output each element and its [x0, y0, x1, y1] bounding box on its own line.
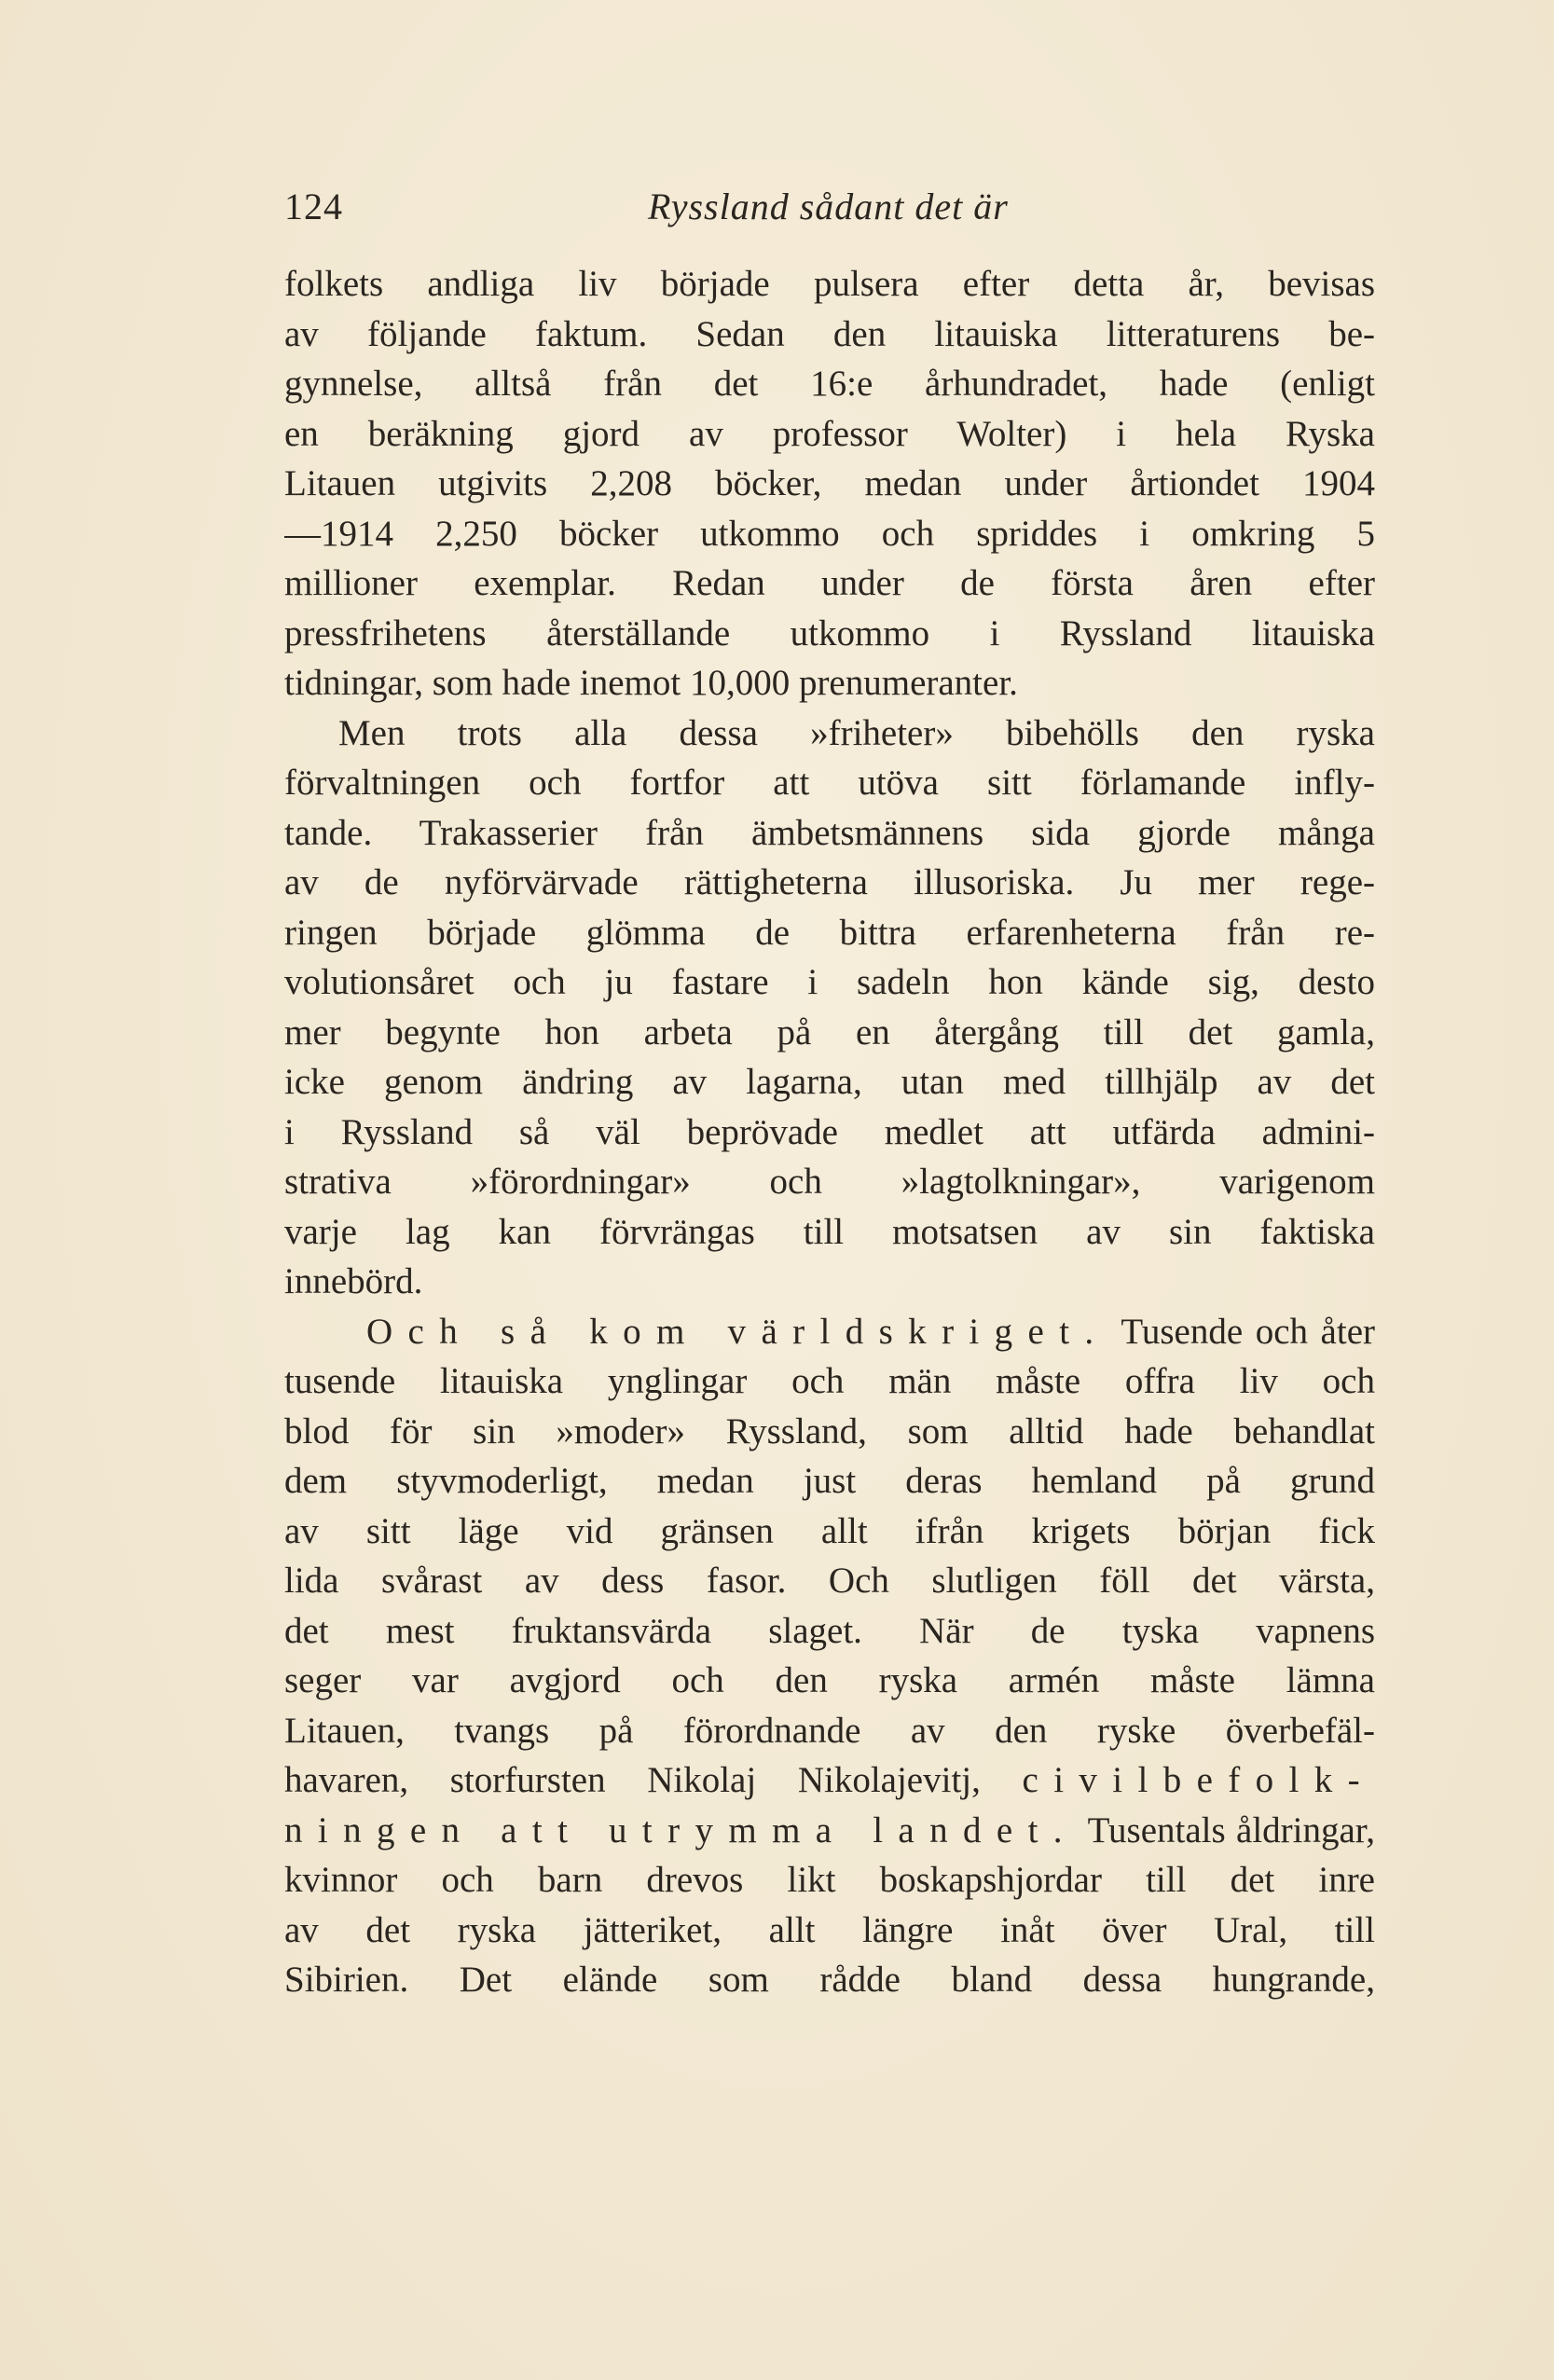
text-line: dem styvmoderligt, medan just deras hemland på grund [284, 1461, 1375, 1501]
text-line: tusende litauiska ynglingar och män måste offra liv och [284, 1361, 1375, 1401]
text-line: tidningar, som hade inemot 10,000 prenumeranter. [284, 663, 1018, 703]
text-line: —1914 2,250 böcker utkommo och spriddes i omkring 5 [284, 513, 1375, 554]
text-line: Litauen, tvangs på förordnande av den ryske överbefäl- [284, 1710, 1375, 1751]
text-line: gynnelse, alltså från det 16:e århundradet, hade (enligt [284, 364, 1375, 404]
text-line: Sibirien. Det elände som rådde bland dessa hungrande, [284, 1960, 1375, 2000]
text-line: av följande faktum. Sedan den litauiska litteraturens be- [284, 313, 1375, 354]
spaced-phrase: Och så kom världskriget. [366, 1311, 1109, 1352]
text-line: pressfrihetens återställande utkommo i Ryssland litauiska [284, 612, 1375, 653]
text-line: en beräkning gjord av professor Wolter) i hela Ryska [284, 413, 1375, 454]
running-title: Ryssland sådant det är [648, 186, 1009, 227]
text-line [284, 1806, 1375, 1856]
page-number: 124 [284, 186, 343, 227]
text-line: lida svårast av dess fasor. Och slutligen föll det värsta, [284, 1561, 1375, 1601]
body-text [284, 259, 1375, 2005]
line-head: havaren, storfursten Nikolaj Nikolajevitj, [284, 1760, 981, 1800]
text-line: innebörd. [284, 1261, 423, 1301]
line-tail: Tusentals åldringar, [1087, 1809, 1375, 1850]
text-line: icke genom ändring av lagarna, utan med tillhjälp av det [284, 1062, 1375, 1102]
text-line: av det ryska jätteriket, allt längre inåt över Ural, till [284, 1909, 1375, 1950]
text-line: blod för sin »moder» Ryssland, som alltid hade behandlat [284, 1410, 1375, 1451]
text-line: kvinnor och barn drevos likt boskapshjordar till det inre [284, 1860, 1375, 1900]
text-line: millioner exemplar. Redan under de första åren efter [284, 563, 1375, 603]
text-line: av de nyförvärvade rättigheterna illusoriska. Ju mer rege- [284, 862, 1375, 902]
page-header [284, 185, 1375, 244]
text-line: i Ryssland så väl beprövade medlet att utfärda admini- [284, 1111, 1375, 1152]
text-line: folkets andliga liv började pulsera efter detta år, bevisas [284, 264, 1375, 304]
text-line: förvaltningen och fortfor att utöva sitt förlamande infly- [284, 763, 1375, 803]
text-line: Men trots alla dessa »friheter» bibehölls den ryska [338, 712, 1375, 753]
line-tail: Tusende och åter [1121, 1311, 1375, 1352]
text-line: mer begynte hon arbeta på en återgång till det gamla, [284, 1011, 1375, 1052]
text-line: varje lag kan förvrängas till motsatsen av sin faktiska [284, 1211, 1375, 1252]
text-line: volutionsåret och ju fastare i sadeln hon kände sig, desto [284, 962, 1375, 1002]
text-line [284, 1755, 1375, 1806]
text-line: det mest fruktansvärda slaget. När de tyska vapnens [284, 1610, 1375, 1651]
text-line: ringen började glömma de bittra erfarenheterna från re- [284, 912, 1375, 953]
text-line: Litauen utgivits 2,208 böcker, medan under årtiondet 1904 [284, 463, 1375, 503]
text-line: seger var avgjord och den ryska armén måste lämna [284, 1660, 1375, 1700]
text-line: tande. Trakasserier från ämbetsmännens sida gjorde många [284, 812, 1375, 853]
text-line [284, 1307, 1375, 1357]
text-line: strativa »förordningar» och »lagtolkningar», varigenom [284, 1162, 1375, 1202]
text-line: av sitt läge vid gränsen allt ifrån krigets början fick [284, 1510, 1375, 1551]
spaced-phrase: ningen att utrymma landet. [284, 1809, 1078, 1850]
spaced-phrase: civilbefolk- [1022, 1760, 1375, 1800]
